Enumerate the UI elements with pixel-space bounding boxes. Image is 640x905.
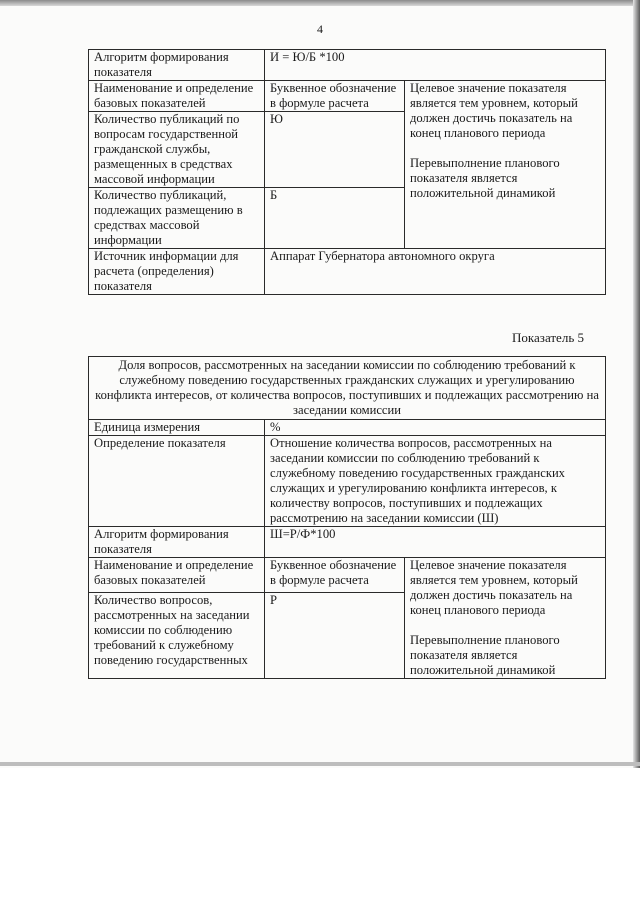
scan-edge-right — [633, 0, 640, 768]
target-note — [405, 558, 606, 679]
target-text-1: Целевое значение показателя является тем уровнем, который должен достичь показатель на конец планового периода — [410, 558, 578, 617]
definition-value: Отношение количества вопросов, рассмотренных на заседании комиссии по соблюдению требований к служебному поведению государственных гражданских служащих и урегулированию конфликта интересов, к количеству вопросов, поступивших и подлежащих рассмотрению на заседании комиссии (Ш) — [265, 436, 606, 527]
table-row — [89, 527, 606, 558]
algorithm-formula: И = Ю/Б *100 — [265, 50, 606, 81]
definition-label: Определение показателя — [89, 436, 265, 527]
base-header-symbol: Буквенное обозначение в формуле расчета — [265, 81, 405, 112]
table-row — [89, 436, 606, 527]
scan-edge-top — [0, 0, 640, 6]
base-header-symbol: Буквенное обозначение в формуле расчета — [265, 558, 405, 593]
unit-label: Единица измерения — [89, 420, 265, 436]
row1-name: Количество вопросов, рассмотренных на заседании комиссии по соблюдению требований к служебному поведению государственных — [89, 593, 265, 679]
indicator-4-table — [88, 49, 606, 295]
page-number: 4 — [317, 22, 323, 36]
unit-value: % — [265, 420, 606, 436]
table-row — [89, 558, 606, 593]
table-row — [89, 81, 606, 112]
row2-name: Количество публикаций, подлежащих размещению в средствах массовой информации — [89, 188, 265, 249]
algorithm-label: Алгоритм формирования показателя — [89, 527, 265, 558]
indicator-5-label: Показатель 5 — [512, 330, 584, 345]
row2-symbol: Б — [265, 188, 405, 249]
table-row — [89, 420, 606, 436]
target-text-2: Перевыполнение планового показателя является положительной динамикой — [410, 156, 560, 200]
base-header-name: Наименование и определение базовых показателей — [89, 81, 265, 112]
row1-symbol: Р — [265, 593, 405, 679]
source-label: Источник информации для расчета (определения) показателя — [89, 249, 265, 295]
table-row — [89, 357, 606, 420]
row1-symbol: Ю — [265, 112, 405, 188]
algorithm-formula: Ш=Р/Ф*100 — [265, 527, 606, 558]
target-text-1: Целевое значение показателя является тем уровнем, который должен достичь показатель на конец планового периода — [410, 81, 578, 140]
base-header-name: Наименование и определение базовых показателей — [89, 558, 265, 593]
target-text-2: Перевыполнение планового показателя является положительной динамикой — [410, 633, 560, 677]
table-row — [89, 50, 606, 81]
indicator-title: Доля вопросов, рассмотренных на заседании комиссии по соблюдению требований к служебному поведению государственных гражданских служащих и урегулированию конфликта интересов, от количества вопросов, поступивших и подлежащих рассмотрению на заседании комиссии — [89, 357, 606, 420]
source-value: Аппарат Губернатора автономного округа — [265, 249, 606, 295]
scan-edge-bottom — [0, 762, 640, 766]
target-note — [405, 81, 606, 249]
table-row — [89, 249, 606, 295]
row1-name: Количество публикаций по вопросам государственной гражданской службы, размещенных в средствах массовой информации — [89, 112, 265, 188]
algorithm-label: Алгоритм формирования показателя — [89, 50, 265, 81]
indicator-5-table — [88, 356, 606, 679]
